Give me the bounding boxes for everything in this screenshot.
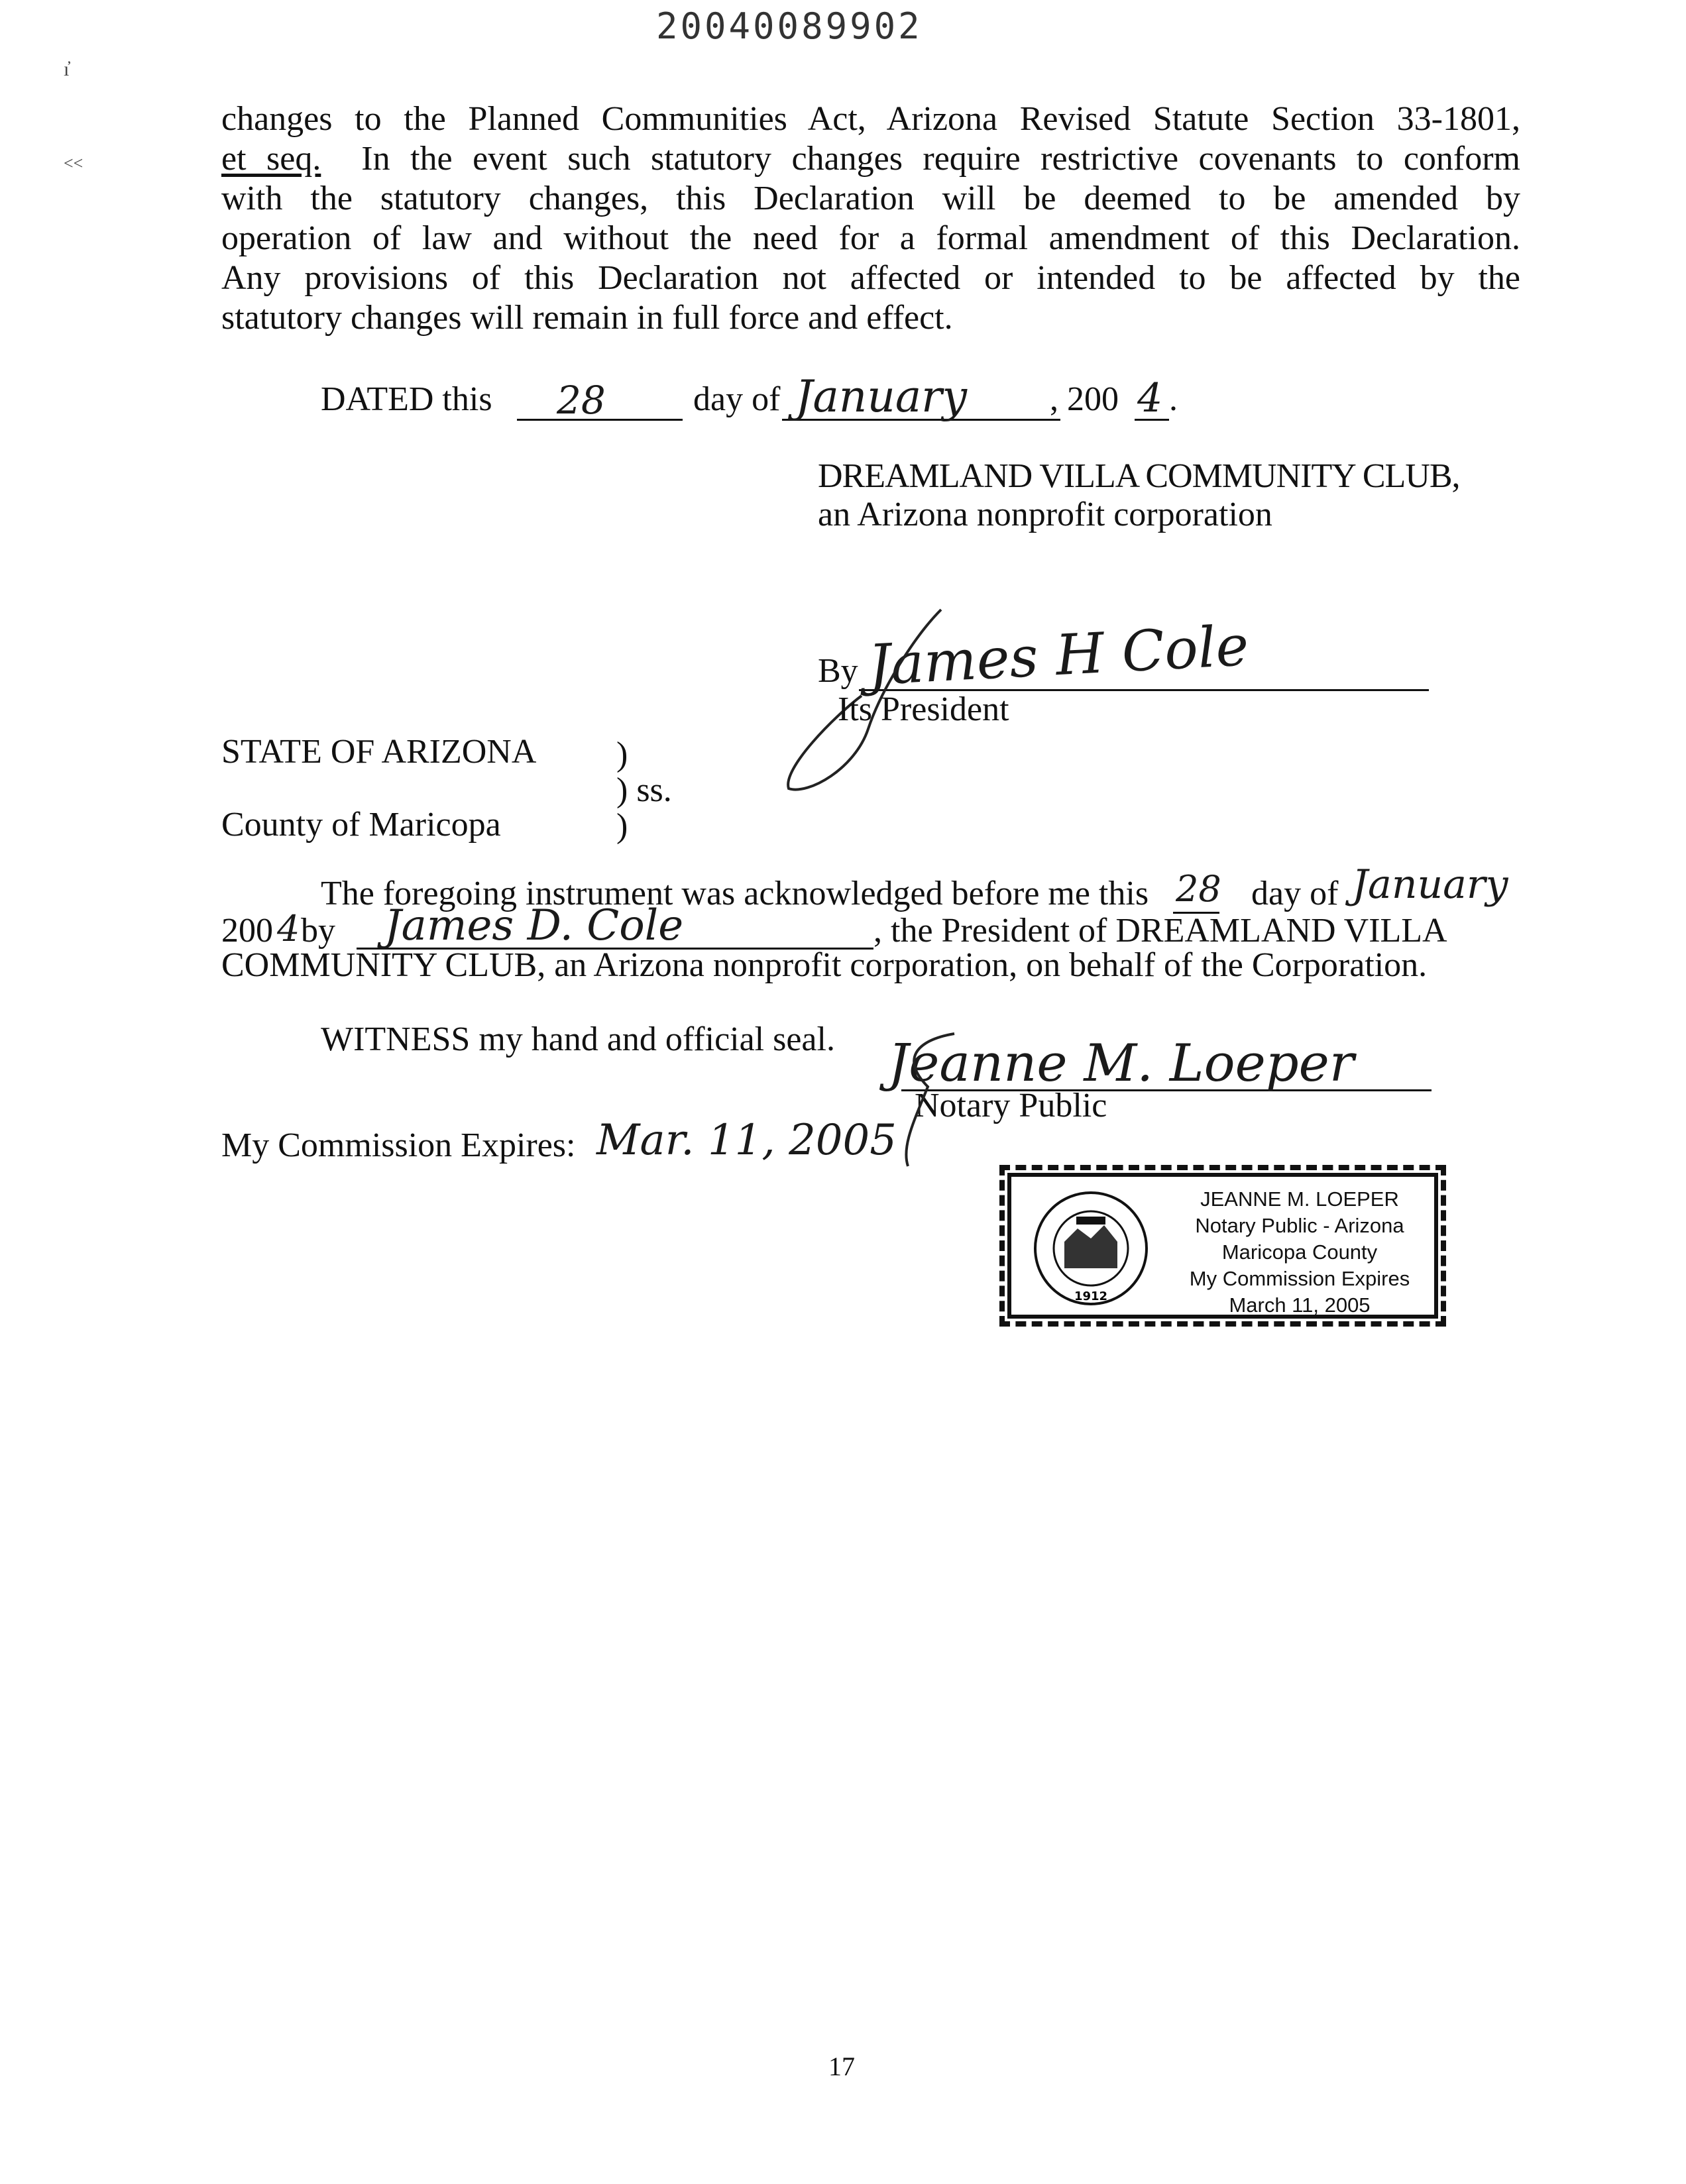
- president-title: Its President: [838, 690, 1009, 728]
- ack-year-prefix: 200: [221, 912, 273, 950]
- notary-signature: Jeanne M. Loeper: [888, 1034, 1355, 1093]
- president-signature: James H Cole: [866, 613, 1251, 698]
- stamp-county: Maricopa County: [1221, 1240, 1378, 1264]
- dated-year-prefix: , 200: [1050, 380, 1119, 418]
- margin-mark: ı̓: [64, 58, 70, 80]
- body-paragraph: [221, 99, 1520, 338]
- page-number: 17: [828, 2051, 855, 2081]
- corporation-name: DREAMLAND VILLA COMMUNITY CLUB,: [818, 457, 1460, 495]
- stamp-name: JEANNE M. LOEPER: [1200, 1187, 1399, 1211]
- ack-name-handwritten: James D. Cole: [384, 901, 684, 950]
- state-seal-icon: [1031, 1189, 1151, 1308]
- ack-year-handwritten: 4: [277, 908, 300, 950]
- notary-flourish: [888, 1020, 968, 1183]
- ack-line3: COMMUNITY CLUB, an Arizona nonprofit corporation, on behalf of the Corporation.: [221, 946, 1428, 984]
- dated-prefix: DATED this: [321, 380, 492, 418]
- body-line: statutory changes will remain in full force and effect.: [221, 299, 953, 337]
- body-line: et seq. In the event such statutory changes require restrictive covenants to conform: [221, 140, 1521, 178]
- body-line: changes to the Planned Communities Act, Arizona Revised Statute Section 33-1801,: [221, 100, 1520, 138]
- ack-month-handwritten: January: [1352, 861, 1508, 908]
- ack-by: by: [301, 912, 335, 950]
- notary-stamp: [1007, 1173, 1438, 1319]
- et-seq: et seq.: [221, 140, 321, 178]
- stamp-commission-date: March 11, 2005: [1229, 1293, 1371, 1317]
- dated-year-handwritten: 4: [1137, 375, 1163, 421]
- dated-month-handwritten: January: [795, 371, 968, 422]
- witness-text: WITNESS my hand and official seal.: [321, 1020, 835, 1058]
- stamp-title: Notary Public - Arizona: [1195, 1214, 1404, 1237]
- venue-state: STATE OF ARIZONA: [221, 733, 537, 771]
- corporation-type: an Arizona nonprofit corporation: [818, 496, 1272, 533]
- body-line: Any provisions of this Declaration not affected or intended to be affected by the: [221, 259, 1520, 297]
- seal-year: 1912: [1074, 1289, 1108, 1303]
- commission-date-handwritten: Mar. 11, 2005: [596, 1116, 897, 1165]
- ack-line1-a: The foregoing instrument was acknowledged before me this: [321, 875, 1149, 912]
- body-line: with the statutory changes, this Declaration will be deemed to be amended by: [221, 180, 1520, 217]
- notary-title: Notary Public: [915, 1087, 1107, 1124]
- by-label: By: [818, 652, 858, 690]
- ack-line1-b: day of: [1251, 875, 1339, 912]
- dated-period: .: [1169, 380, 1178, 418]
- body-line: operation of law and without the need for a formal amendment of this Declaration.: [221, 219, 1520, 257]
- recording-number: 20040089902: [656, 5, 923, 47]
- venue-county: County of Maricopa: [221, 806, 501, 844]
- ack-day-handwritten: 28: [1176, 868, 1221, 910]
- dated-day-of: day of: [693, 380, 781, 418]
- venue-paren: ): [616, 736, 628, 773]
- ack-line2-b: , the President of DREAMLAND VILLA: [873, 912, 1447, 950]
- margin-mark: ˂˂: [64, 154, 84, 173]
- commission-label: My Commission Expires:: [221, 1126, 576, 1164]
- dated-day-handwritten: 28: [557, 378, 606, 423]
- stamp-commission-label: My Commission Expires: [1189, 1267, 1410, 1290]
- venue-paren: ): [616, 807, 628, 845]
- venue-ss: ) ss.: [616, 771, 672, 809]
